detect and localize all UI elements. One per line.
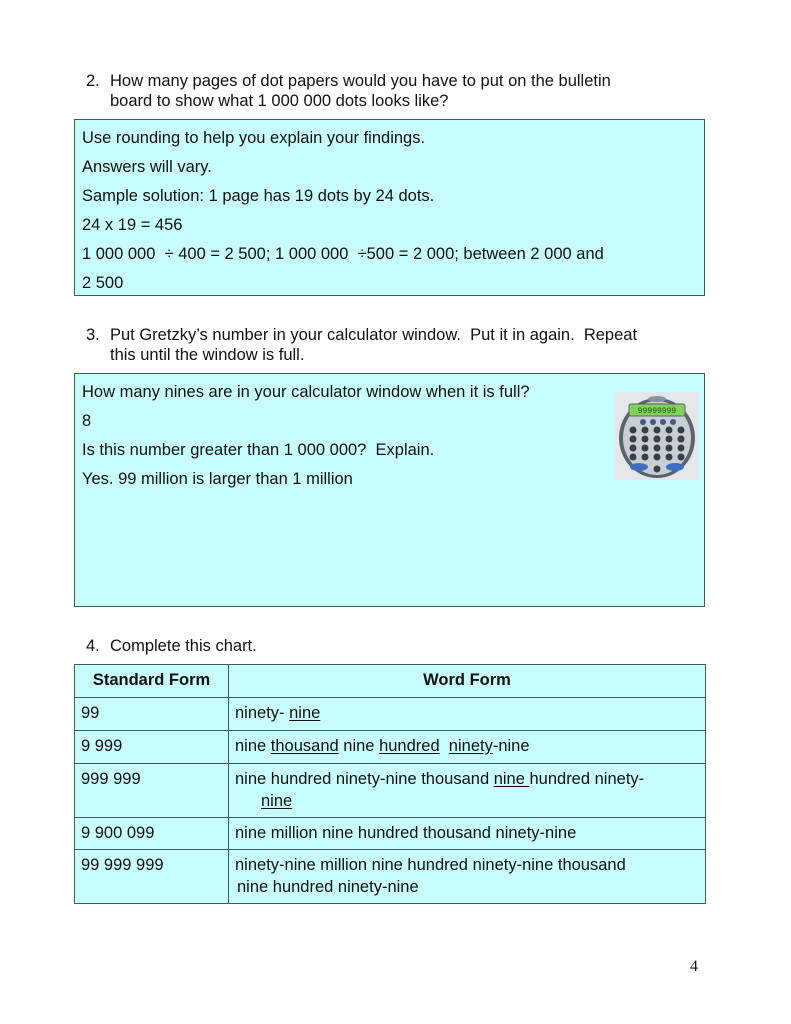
word-part: ninety-	[235, 704, 290, 722]
word-part: nine	[235, 737, 271, 755]
answer-line: Answers will vary.	[82, 158, 212, 176]
answer-line: Yes. 99 million is larger than 1 million	[82, 470, 353, 488]
word-part: nine	[338, 737, 380, 755]
question-number: 2.	[86, 72, 100, 90]
word-form-cell	[229, 764, 706, 818]
standard-form-cell: 99	[75, 698, 229, 731]
calculator-image	[615, 392, 699, 480]
answer-line: Is this number greater than 1 000 000? Explain.	[82, 441, 435, 459]
word-part: hundred ninety-	[529, 770, 645, 788]
underlined-word: nine	[289, 704, 321, 722]
question-3	[86, 325, 706, 365]
answer-line: 2 500	[82, 274, 124, 292]
standard-form-cell: 99 999 999	[75, 850, 229, 904]
table-header-row	[75, 665, 706, 698]
question-text-line: board to show what 1 000 000 dots looks like?	[110, 92, 449, 110]
question-number: 4.	[86, 637, 100, 655]
table-row	[75, 818, 706, 850]
underlined-word: hundred	[379, 737, 440, 755]
standard-form-cell: 9 900 099	[75, 818, 229, 850]
table-row	[75, 764, 706, 818]
question-text-line: Complete this chart.	[110, 637, 257, 655]
word-line: nine hundred ninety-nine	[237, 878, 419, 896]
word-form-cell	[229, 698, 706, 731]
word-form-cell: nine million nine hundred thousand ninety-nine	[229, 818, 706, 850]
table-row	[75, 850, 706, 904]
question-2	[86, 71, 706, 111]
word-form-cell	[229, 850, 706, 904]
standard-form-cell: 9 999	[75, 731, 229, 764]
word-line: ninety-nine million nine hundred ninety-nine thousand	[235, 856, 626, 874]
number-forms-table	[74, 664, 706, 904]
answer-box-q3	[74, 373, 705, 607]
underlined-word: ninety	[448, 737, 493, 755]
answer-line: 1 000 000 ÷ 400 = 2 500; 1 000 000 ÷500 = 2 000; between 2 000 and	[82, 245, 604, 263]
answer-line: 8	[82, 412, 92, 430]
calculator-icon	[615, 392, 699, 480]
underlined-word: thousand	[270, 737, 339, 755]
answer-line: Sample solution: 1 page has 19 dots by 24 dots.	[82, 187, 435, 205]
question-text-line: How many pages of dot papers would you have to put on the bulletin	[110, 72, 611, 90]
answer-line: 24 x 19 = 456	[82, 216, 183, 234]
underlined-word: nine	[261, 792, 293, 810]
word-part: -nine	[492, 737, 530, 755]
underlined-word: nine	[493, 770, 530, 788]
table-row	[75, 698, 706, 731]
answer-line: How many nines are in your calculator window when it is full?	[82, 383, 530, 401]
column-header-standard-form: Standard Form	[75, 665, 229, 698]
answer-line: Use rounding to help you explain your findings.	[82, 129, 426, 147]
word-part: nine hundred ninety-nine thousand	[235, 770, 494, 788]
answer-box-q2	[74, 119, 705, 296]
calculator-display: 99999999	[637, 407, 677, 416]
standard-form-cell: 999 999	[75, 764, 229, 818]
word-part	[440, 737, 449, 755]
word-form-cell	[229, 731, 706, 764]
question-4	[86, 636, 706, 656]
page-number: 4	[690, 958, 698, 975]
table-row	[75, 731, 706, 764]
column-header-word-form: Word Form	[229, 665, 706, 698]
question-number: 3.	[86, 326, 100, 344]
question-text-line: Put Gretzky’s number in your calculator window. Put it in again. Repeat	[110, 326, 638, 344]
question-text-line: this until the window is full.	[110, 346, 305, 364]
